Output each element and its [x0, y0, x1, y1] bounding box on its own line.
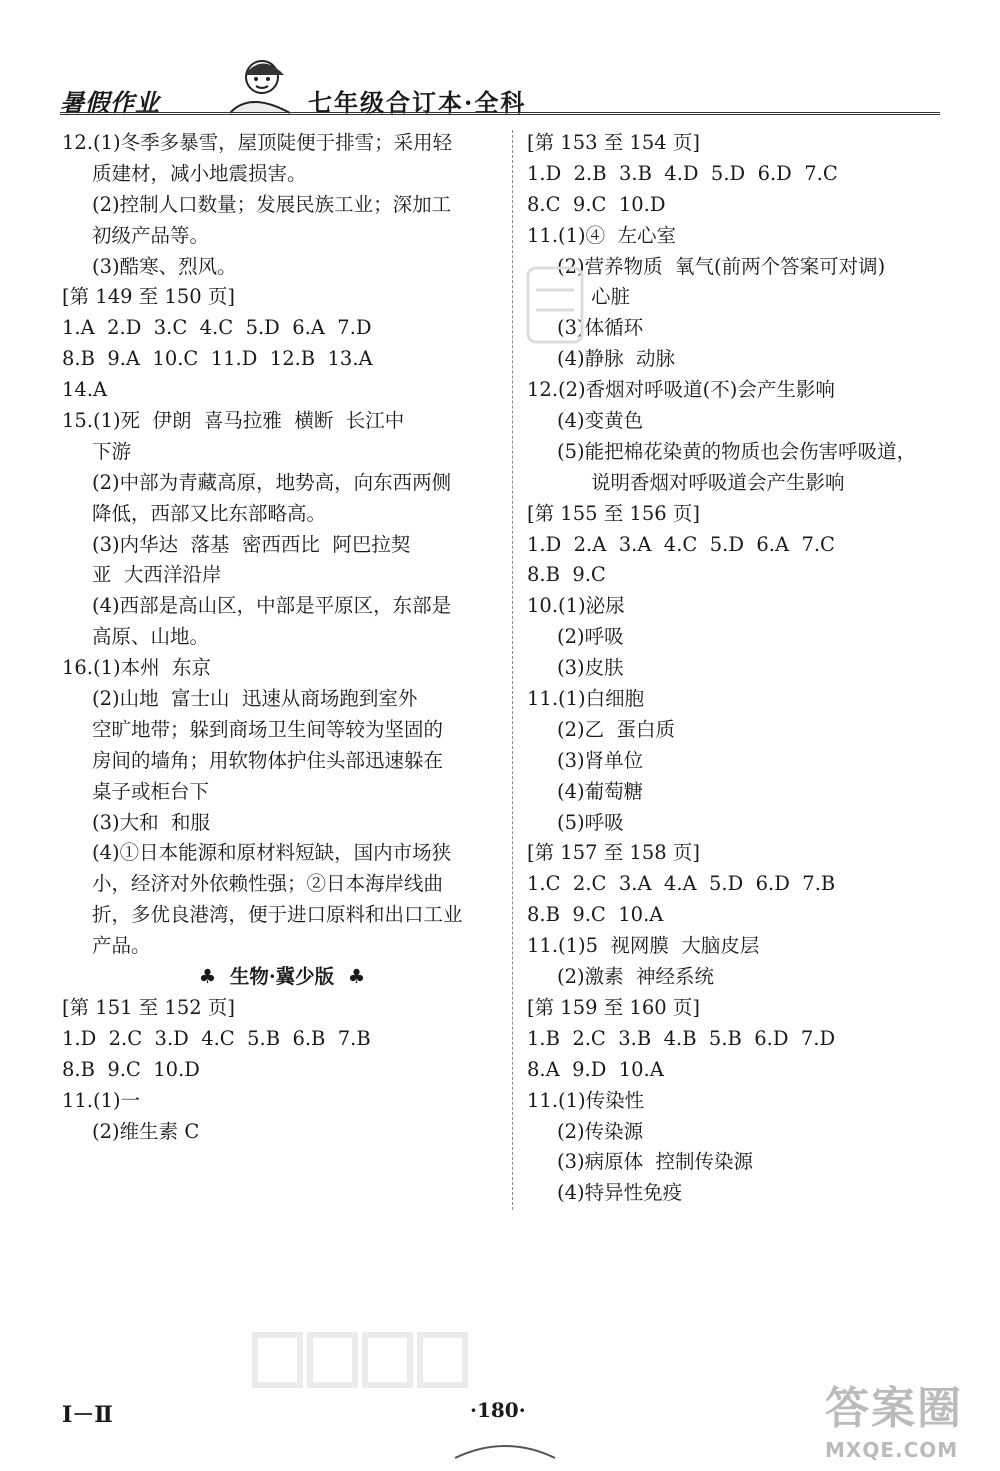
answer-line: 8.B 9.C	[527, 563, 606, 587]
page-range-heading: [第 157 至 158 页]	[527, 841, 700, 865]
answer-line: 15.(1)死 伊朗 喜马拉雅 横断 长江中	[62, 409, 405, 433]
answer-line: 8.B 9.C 10.A	[527, 903, 664, 927]
answer-line: 空旷地带；躲到商场卫生间等较为坚固的	[92, 717, 444, 741]
answer-line: 桌子或柜台下	[92, 779, 210, 803]
page-range-heading: [第 155 至 156 页]	[527, 501, 700, 525]
answer-line: 8.A 9.D 10.A	[527, 1057, 664, 1081]
answer-line: (4)葡萄糖	[557, 779, 644, 803]
answer-line: 高原、山地。	[92, 625, 210, 649]
answer-line: 10.(1)泌尿	[527, 594, 625, 618]
answer-line: (2)中部为青藏高原，地势高，向东西两侧	[92, 470, 452, 494]
section-mark: Ⅰ－Ⅱ	[62, 1402, 113, 1428]
answer-line: (2)营养物质 氧气(前两个答案可对调)	[557, 254, 886, 278]
answer-line: (5)能把棉花染黄的物质也会伤害呼吸道，	[557, 439, 917, 463]
answer-line: 8.B 9.C 10.D	[62, 1057, 200, 1081]
answer-line: 房间的墙角；用软物体护住头部迅速躲在	[92, 748, 444, 772]
answer-line: 初级产品等。	[92, 223, 210, 247]
answer-line: 降低，西部又比东部略高。	[92, 501, 327, 525]
answer-line: 16.(1)本州 东京	[62, 656, 212, 680]
answer-line: (5)呼吸	[557, 810, 624, 834]
answer-line: 12.(1)冬季多暴雪，屋顶陡便于排雪；采用轻	[62, 131, 453, 154]
answer-line: 小，经济对外依赖性强；②日本海岸线曲	[92, 872, 444, 896]
section-heading: ♣ 生物·冀少版 ♣	[198, 965, 366, 989]
answer-line: 8.B 9.A 10.C 11.D 12.B 13.A	[62, 347, 373, 371]
answer-line: 产品。	[92, 934, 151, 958]
answer-line: (2)控制人口数量；发展民族工业；深加工	[92, 192, 452, 216]
header-divider	[60, 112, 940, 115]
page-range-heading: [第 151 至 152 页]	[62, 995, 235, 1019]
answer-line: 折，多优良港湾，便于进口原料和出口工业	[92, 903, 463, 927]
mascot-icon	[190, 55, 300, 115]
answer-line: 11.(1)④ 左心室	[527, 223, 677, 247]
answer-line: (4)静脉 动脉	[557, 347, 676, 371]
answer-line: 8.C 9.C 10.D	[527, 192, 666, 216]
answer-line: 11.(1)5 视网膜 大脑皮层	[527, 934, 760, 958]
answer-line: (2)山地 富士山 迅速从商场跑到室外	[92, 687, 418, 711]
answer-line: (3)大和 和服	[92, 810, 211, 834]
left-column	[62, 128, 502, 1147]
right-column	[527, 128, 957, 1209]
stamp-mark-icon	[520, 260, 590, 350]
answer-line: (3)体循环	[557, 316, 644, 340]
answer-line: 12.(2)香烟对呼吸道(不)会产生影响	[527, 378, 835, 402]
answer-line: 说明香烟对呼吸道会产生影响	[591, 470, 845, 494]
brand-title: 暑假作业	[60, 88, 160, 117]
answer-line: 11.(1)传染性	[527, 1088, 645, 1112]
page-range-heading: [第 159 至 160 页]	[527, 995, 700, 1019]
answer-line: 1.C 2.C 3.A 4.A 5.D 6.D 7.B	[527, 872, 836, 896]
answer-line: (2)乙 蛋白质	[557, 717, 676, 741]
watermark-url: MXQE.COM	[825, 1438, 959, 1462]
answer-line: 1.B 2.C 3.B 4.B 5.B 6.D 7.D	[527, 1026, 836, 1050]
bottom-arc-decoration	[450, 1440, 560, 1460]
answer-line: (4)特异性免疫	[557, 1181, 683, 1205]
answer-line: 心脏	[591, 285, 631, 309]
page-number: ·180·	[470, 1398, 526, 1422]
answer-line: (3)皮肤	[557, 656, 624, 680]
page-range-heading: [第 153 至 154 页]	[527, 131, 700, 154]
answer-line: (4)①日本能源和原材料短缺，国内市场狭	[92, 841, 452, 865]
site-watermark	[825, 1372, 995, 1462]
answer-line: (3)病原体 控制传染源	[557, 1150, 754, 1174]
answer-line: (4)变黄色	[557, 409, 644, 433]
column-divider	[512, 130, 513, 1210]
faint-bleed-mark	[250, 1325, 480, 1395]
page-header	[60, 55, 940, 115]
answer-line: 1.A 2.D 3.C 4.C 5.D 6.A 7.D	[62, 316, 372, 340]
answer-line: (2)呼吸	[557, 625, 624, 649]
answer-line: 11.(1)一	[62, 1088, 141, 1112]
answer-line: 11.(1)白细胞	[527, 687, 645, 711]
answer-line: (3)酷寒、烈风。	[92, 254, 237, 278]
answer-line: (2)激素 神经系统	[557, 965, 715, 989]
answer-line: 1.D 2.A 3.A 4.C 5.D 6.A 7.C	[527, 532, 835, 556]
book-title: 七年级合订本·全科	[308, 88, 527, 117]
answer-line: (2)维生素 C	[92, 1119, 200, 1143]
watermark-logo-text: 答案圈	[825, 1383, 963, 1434]
page-range-heading: [第 149 至 150 页]	[62, 285, 235, 309]
answer-line: (3)内华达 落基 密西西比 阿巴拉契	[92, 532, 411, 556]
answer-line: 1.D 2.C 3.D 4.C 5.B 6.B 7.B	[62, 1026, 371, 1050]
answer-line: 亚 大西洋沿岸	[92, 563, 222, 587]
answer-line: (3)肾单位	[557, 748, 644, 772]
answer-line: 14.A	[62, 378, 108, 402]
answer-line: 1.D 2.B 3.B 4.D 5.D 6.D 7.C	[527, 161, 838, 185]
answer-line: 下游	[92, 439, 132, 463]
answer-line: (2)传染源	[557, 1119, 644, 1143]
answer-line: (4)西部是高山区，中部是平原区，东部是	[92, 594, 452, 618]
answer-line: 质建材，减小地震损害。	[92, 161, 307, 185]
